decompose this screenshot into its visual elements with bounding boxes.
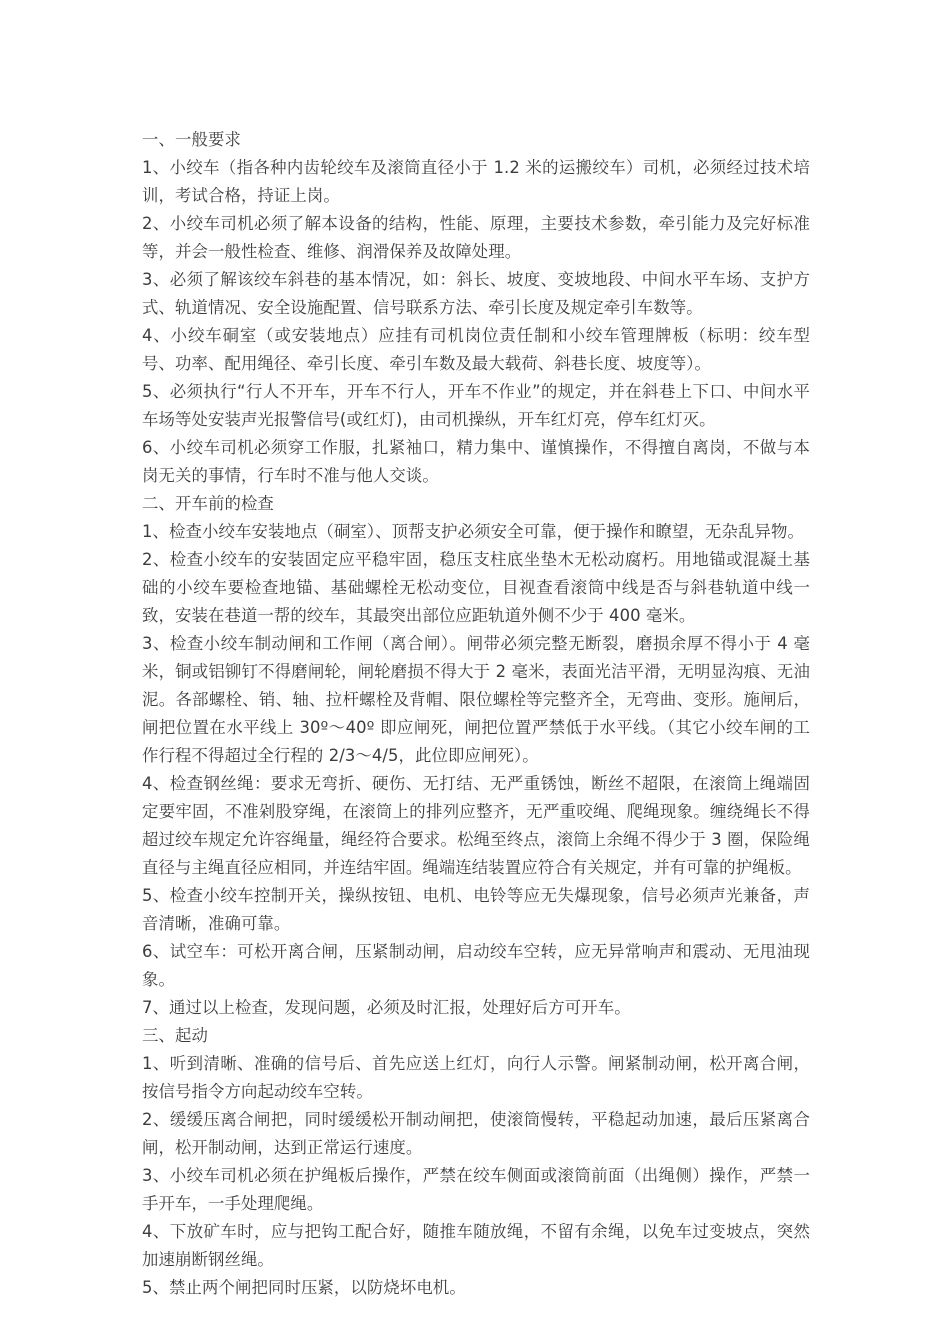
paragraph-1-4: 4、小绞车硐室（或安装地点）应挂有司机岗位责任制和小绞车管理牌板（标明：绞车型号、功率、配用绳径、牵引长度、牵引车数及最大载荷、斜巷长度、坡度等）。 — [142, 326, 810, 373]
paragraph-3-2: 2、缓缓压离合闸把，同时缓缓松开制动闸把，使滚筒慢转，平稳起动加速，最后压紧离合闸，松开制动闸，达到正常运行速度。 — [142, 1110, 810, 1157]
paragraph-2-7: 7、通过以上检查，发现问题，必须及时汇报，处理好后方可开车。 — [142, 998, 631, 1017]
paragraph-1-3: 3、必须了解该绞车斜巷的基本情况，如：斜长、坡度、变坡地段、中间水平车场、支护方式、轨道情况、安全设施配置、信号联系方法、牵引长度及规定牵引车数等。 — [142, 270, 810, 317]
paragraph-3-1: 1、听到清晰、准确的信号后、首先应送上红灯，向行人示警。闸紧制动闸，松开离合闸，按信号指令方向起动绞车空转。 — [142, 1054, 810, 1101]
section-heading-two: 二、开车前的检查 — [142, 494, 274, 513]
paragraph-2-5: 5、检查小绞车控制开关，操纵按钮、电机、电铃等应无失爆现象，信号必须声光兼备，声音清晰，准确可靠。 — [142, 886, 810, 933]
paragraph-1-6: 6、小绞车司机必须穿工作服，扎紧袖口，精力集中、谨慎操作，不得擅自离岗，不做与本岗无关的事情，行车时不准与他人交谈。 — [142, 438, 810, 485]
paragraph-3-3: 3、小绞车司机必须在护绳板后操作，严禁在绞车侧面或滚筒前面（出绳侧）操作，严禁一手开车，一手处理爬绳。 — [142, 1166, 810, 1213]
paragraph-2-3: 3、检查小绞车制动闸和工作闸（离合闸）。闸带必须完整无断裂，磨损余厚不得小于 4 毫米，铜或铝铆钉不得磨闸轮，闸轮磨损不得大于 2 毫米，表面光洁平滑，无明显沟痕、无油泥。各部螺栓、销、轴、拉杆螺栓及背帽、限位螺栓等完整齐全，无弯曲、变形。施闸后，闸把位置在水平线上 30º～40º 即应闸死，闸把位置严禁低于水平线。（其它小绞车闸的工作行程不得超过全行程的 2/3～4/5，此位即应闸死）。 — [142, 634, 810, 765]
paragraph-2-4: 4、检查钢丝绳：要求无弯折、硬伤、无打结、无严重锈蚀，断丝不超限，在滚筒上绳端固定要牢固，不准剁股穿绳，在滚筒上的排列应整齐，无严重咬绳、爬绳现象。缠绕绳长不得超过绞车规定允许容绳量，绳经符合要求。松绳至终点，滚筒上余绳不得少于 3 圈，保险绳直径与主绳直径应相同，并连结牢固。绳端连结装置应符合有关规定，并有可靠的护绳板。 — [142, 774, 810, 877]
paragraph-1-5: 5、必须执行“行人不开车，开车不行人，开车不作业”的规定，并在斜巷上下口、中间水平车场等处安装声光报警信号(或红灯)，由司机操纵，开车红灯亮，停车红灯灭。 — [142, 382, 810, 429]
section-heading-one: 一、一般要求 — [142, 130, 241, 149]
page-bottom-whitespace — [142, 1302, 810, 1344]
paragraph-2-1: 1、检查小绞车安装地点（硐室）、顶帮支护必须安全可靠，便于操作和瞭望，无杂乱异物。 — [142, 522, 804, 541]
section-heading-three: 三、起动 — [142, 1026, 208, 1045]
paragraph-2-2: 2、检查小绞车的安装固定应平稳牢固，稳压支柱底坐垫木无松动腐朽。用地锚或混凝土基础的小绞车要检查地锚、基础螺栓无松动变位，目视查看滚筒中线是否与斜巷轨道中线一致，安装在巷道一帮的绞车，其最突出部位应距轨道外侧不少于 400 毫米。 — [142, 550, 810, 625]
paragraph-1-2: 2、小绞车司机必须了解本设备的结构，性能、原理，主要技术参数，牵引能力及完好标准等，并会一般性检查、维修、润滑保养及故障处理。 — [142, 214, 810, 261]
paragraph-3-4: 4、下放矿车时，应与把钩工配合好，随推车随放绳，不留有余绳，以免车过变坡点，突然加速崩断钢丝绳。 — [142, 1222, 810, 1269]
paragraph-3-5: 5、禁止两个闸把同时压紧，以防烧坏电机。 — [142, 1278, 466, 1297]
document-text-body — [142, 126, 810, 1344]
paragraph-1-1: 1、小绞车（指各种内齿轮绞车及滚筒直径小于 1.2 米的运搬绞车）司机，必须经过技术培训，考试合格，持证上岗。 — [142, 158, 810, 205]
paragraph-2-6: 6、试空车：可松开离合闸，压紧制动闸，启动绞车空转，应无异常响声和震动、无甩油现象。 — [142, 942, 810, 989]
